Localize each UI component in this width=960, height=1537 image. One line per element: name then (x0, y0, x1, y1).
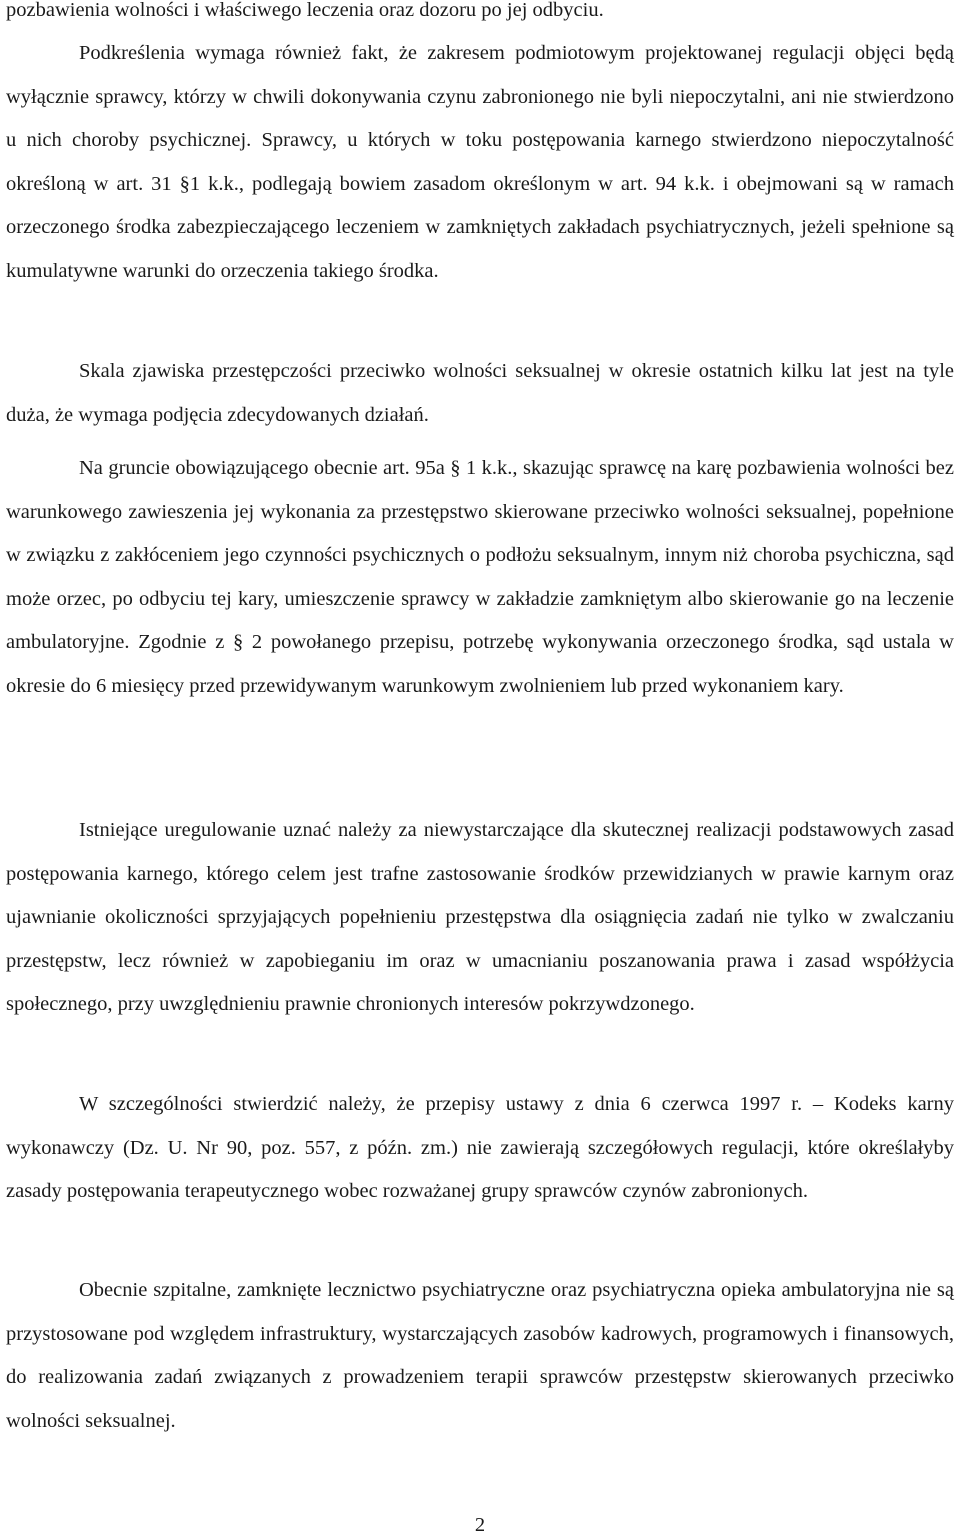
page-number: 2 (474, 1514, 486, 1536)
paragraph-current-law: Na gruncie obowiązującego obecnie art. 95a § 1 k.k., skazując sprawcę na karę pozbawienia wolności bez warunkowego zawieszenia jej wykonania za przestępstwo skierowane przeciwko wolności seksualnej, popełnione w związku z zakłóceniem jego czynności psychicznych o podłożu seksualnym, innym niż choroba psychiczna, sąd może orzec, po odbyciu tej kary, umieszczenie sprawcy w zakładzie zamkniętym albo skierowanie go na leczenie ambulatoryjne. Zgodnie z § 2 powołanego przepisu, potrzebę wykonywania orzeczonego środka, sąd ustala w okresie do 6 miesięcy przed przewidywanym warunkowym zwolnieniem lub przed wykonaniem kary. (6, 457, 954, 697)
paragraph-insufficiency: Istniejące uregulowanie uznać należy za niewystarczające dla skutecznej realizacji podstawowych zasad postępowania karnego, którego celem jest trafne zastosowanie środków przewidzianych w prawie karnym oraz ujawnianie okoliczności sprzyjających popełnieniu przestępstwa dla osiągnięcia zadań nie tylko w zwalczaniu przestępstw, lecz również w zapobieganiu im oraz w umacnianiu poszanowania prawa i zasad współżycia społecznego, przy uwzględnieniu prawnie chronionych interesów pokrzywdzonego. (6, 819, 954, 1015)
paragraph-psychiatric-care: Obecnie szpitalne, zamknięte lecznictwo psychiatryczne oraz psychiatryczna opieka ambulatoryjna nie są przystosowane pod względem infrastruktury, wystarczających zasobów kadrowych, programowych i finansowych, do realizowania zadań związanych z prowadzeniem terapii sprawców przestępstw skierowanych przeciwko wolności seksualnej. (6, 1279, 954, 1432)
paragraph-scale: Skala zjawiska przestępczości przeciwko wolności seksualnej w okresie ostatnich kilku lat jest na tyle duża, że wymaga podjęcia zdecydowanych działań. (6, 360, 954, 426)
paragraph-continuation: pozbawienia wolności i właściwego leczenia oraz dozoru po jej odbyciu. (6, 0, 604, 21)
paragraph-executive-code: W szczególności stwierdzić należy, że przepisy ustawy z dnia 6 czerwca 1997 r. – Kodeks karny wykonawczy (Dz. U. Nr 90, poz. 557, z późn. zm.) nie zawierają szczegółowych regulacji, które określałyby zasady postępowania terapeutycznego wobec rozważanej grupy sprawców czynów zabronionych. (6, 1093, 954, 1202)
paragraph-scope: Podkreślenia wymaga również fakt, że zakresem podmiotowym projektowanej regulacji objęci będą wyłącznie sprawcy, którzy w chwili dokonywania czynu zabronionego nie byli niepoczytalni, ani nie stwierdzono u nich choroby psychicznej. Sprawcy, u których w toku postępowania karnego stwierdzono niepoczytalność określoną w art. 31 §1 k.k., podlegają bowiem zasadom określonym w art. 94 k.k. i obejmowani są w ramach orzeczonego środka zabezpieczającego leczeniem w zamkniętych zakładach psychiatrycznych, jeżeli spełnione są kumulatywne warunki do orzeczenia takiego środka. (6, 42, 954, 282)
